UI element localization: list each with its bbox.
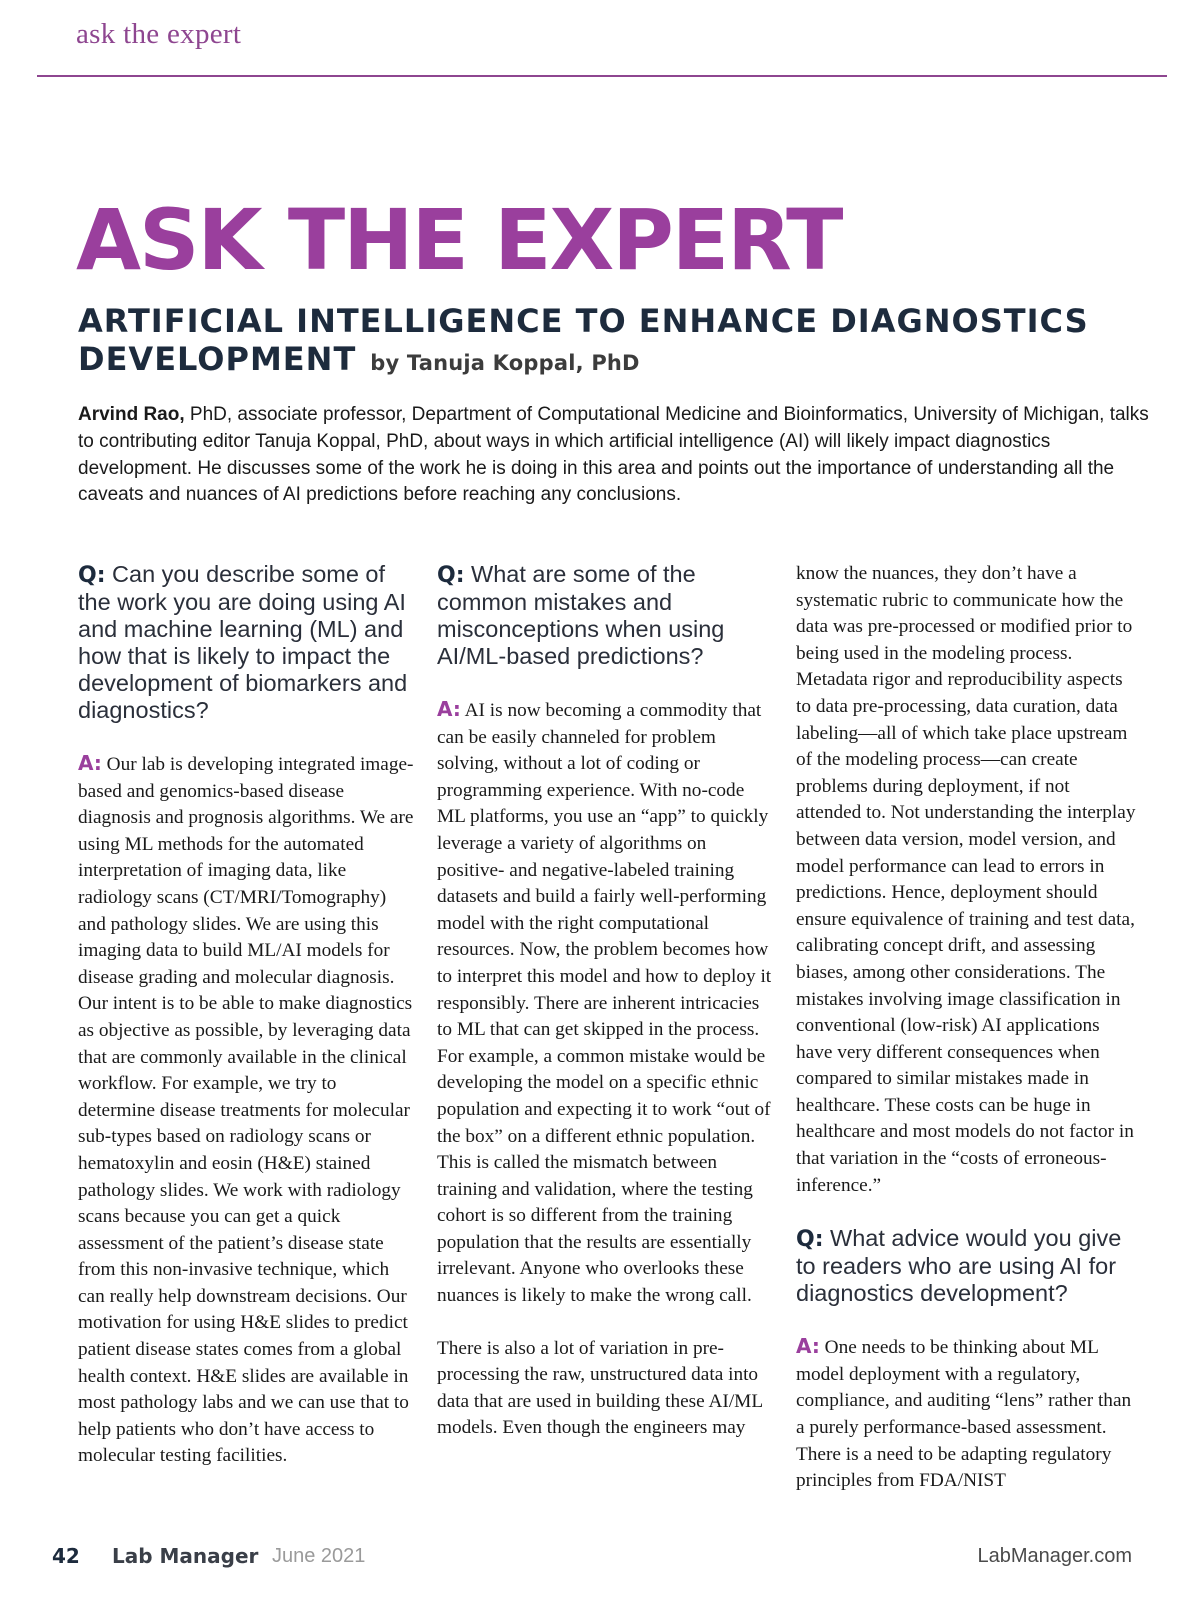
column-2 (437, 561, 775, 1468)
a-marker: A: (78, 751, 102, 775)
intro-text: PhD, associate professor, Department of Computational Medicine and Bioinformatics, University of Michigan, talks to contributing editor Tanuja Koppal, PhD, about ways in which artificial intelligence (AI) will likely impact diagnostics development. He discusses some of the work he is doing in this area and points out the importance of understanding all the caveats and nuances of AI predictions before reaching any conclusions. (78, 404, 1149, 506)
question-2 (437, 561, 775, 670)
q-marker: Q: (78, 563, 106, 588)
answer-3-text: One needs to be thinking about ML model deployment with a regulatory, compliance, and auditing “lens” rather than a purely performance-based assessment. There is a need to be adapting regulatory principles from FDA/NIST (796, 1337, 1132, 1492)
answer-2-text: AI is now becoming a commodity that can be easily channeled for problem solving, without a lot of coding or programming experience. With no-code ML platforms, you use an “app” to quickly leverage a variety of algorithms on positive- and negative-labeled training datasets and build a fairly well-performing model with the right computational resources. Now, the problem becomes how to interpret this model and how to deploy it responsibly. There are inherent intricacies to ML that can get skipped in the process. For example, a common mistake would be developing the model on a specific ethnic population and expecting it to work “out of the box” on a different ethnic population. This is called the mismatch between training and validation, where the testing cohort is so different from the training population that the results are essentially irrelevant. Anyone who overlooks these nuances is likely to make the wrong call. (437, 700, 772, 1307)
page-title: ASK THE EXPERT (76, 191, 842, 289)
publication-name: Lab Manager (112, 1544, 259, 1568)
column-1 (78, 561, 416, 1496)
q-marker: Q: (437, 563, 465, 588)
website-link[interactable]: LabManager.com (977, 1545, 1132, 1567)
page-footer (0, 1544, 1200, 1574)
question-3-text: What advice would you give to readers who are using AI for diagnostics development? (796, 1225, 1122, 1307)
article-subtitle (78, 302, 1158, 382)
question-1 (78, 561, 416, 724)
a-marker: A: (437, 697, 461, 721)
page-number: 42 (52, 1544, 80, 1568)
intro-paragraph (78, 402, 1168, 509)
a-marker: A: (796, 1334, 820, 1359)
issue-date: June 2021 (272, 1545, 366, 1567)
intro-name: Arvind Rao, (78, 404, 185, 425)
question-2-text: What are some of the common mistakes and misconceptions when using AI/ML-based predictions? (437, 561, 725, 669)
answer-1 (78, 750, 416, 1470)
header-divider (37, 75, 1167, 77)
answer-2 (437, 696, 775, 1310)
q-marker: Q: (796, 1227, 824, 1253)
answer-2-overflow: know the nuances, they don’t have a systematic rubric to communicate how the data was pre-processed or modified prior to being used in the modeling process. Metadata rigor and reproducibility aspects to data pre-processing, data curation, data labeling—all of which take place upstream of the modeling process—can create problems during deployment, if not attended to. Not understanding the interplay between data version, model version, and model performance can lead to errors in predictions. Hence, deployment should ensure equivalence of training and test data, calibrating concept drift, and assessing biases, among other considerations. The mistakes involving image classification in conventional (low-risk) AI applications have very different consequences when compared to similar mistakes made in healthcare. These costs can be huge in healthcare and most models do not factor in that variation in the “costs of erroneous-inference.” (796, 563, 1136, 1196)
section-label: ask the expert (76, 18, 242, 50)
byline: by Tanuja Koppal, PhD (370, 351, 640, 375)
column-3 (796, 561, 1136, 1521)
subtitle-text: ARTIFICIAL INTELLIGENCE TO ENHANCE DIAGNOSTICS DEVELOPMENT (78, 302, 1089, 378)
answer-1-text: Our lab is developing integrated image-based and genomics-based disease diagnosis and prognosis algorithms. We are using ML methods for the automated interpretation of imaging data, like radiology scans (CT/MRI/Tomography) and pathology slides. We are using this imaging data to build ML/AI models for disease grading and molecular diagnosis. Our intent is to be able to make diagnostics as objective as possible, by leveraging data that are commonly available in the clinical workflow. For example, we try to determine disease treatments for molecular sub-types based on radiology scans or hematoxylin and eosin (H&E) stained pathology slides. We work with radiology scans because you can get a quick assessment of the patient’s disease state from this non-invasive technique, which can really help downstream decisions. Our motivation for using H&E slides to predict patient disease states comes from a global health context. H&E slides are available in most pathology labs and we can use that to help patients who don’t have access to molecular testing facilities. (78, 754, 414, 1467)
answer-2-continued: There is also a lot of variation in pre-processing the raw, unstructured data into data that are used in building these AI/ML models. Even though the engineers may (437, 1337, 763, 1439)
question-3 (796, 1225, 1136, 1307)
answer-3 (796, 1333, 1136, 1495)
question-1-text: Can you describe some of the work you are doing using AI and machine learning (ML) and how that is likely to impact the development of biomarkers and diagnostics? (78, 561, 408, 723)
